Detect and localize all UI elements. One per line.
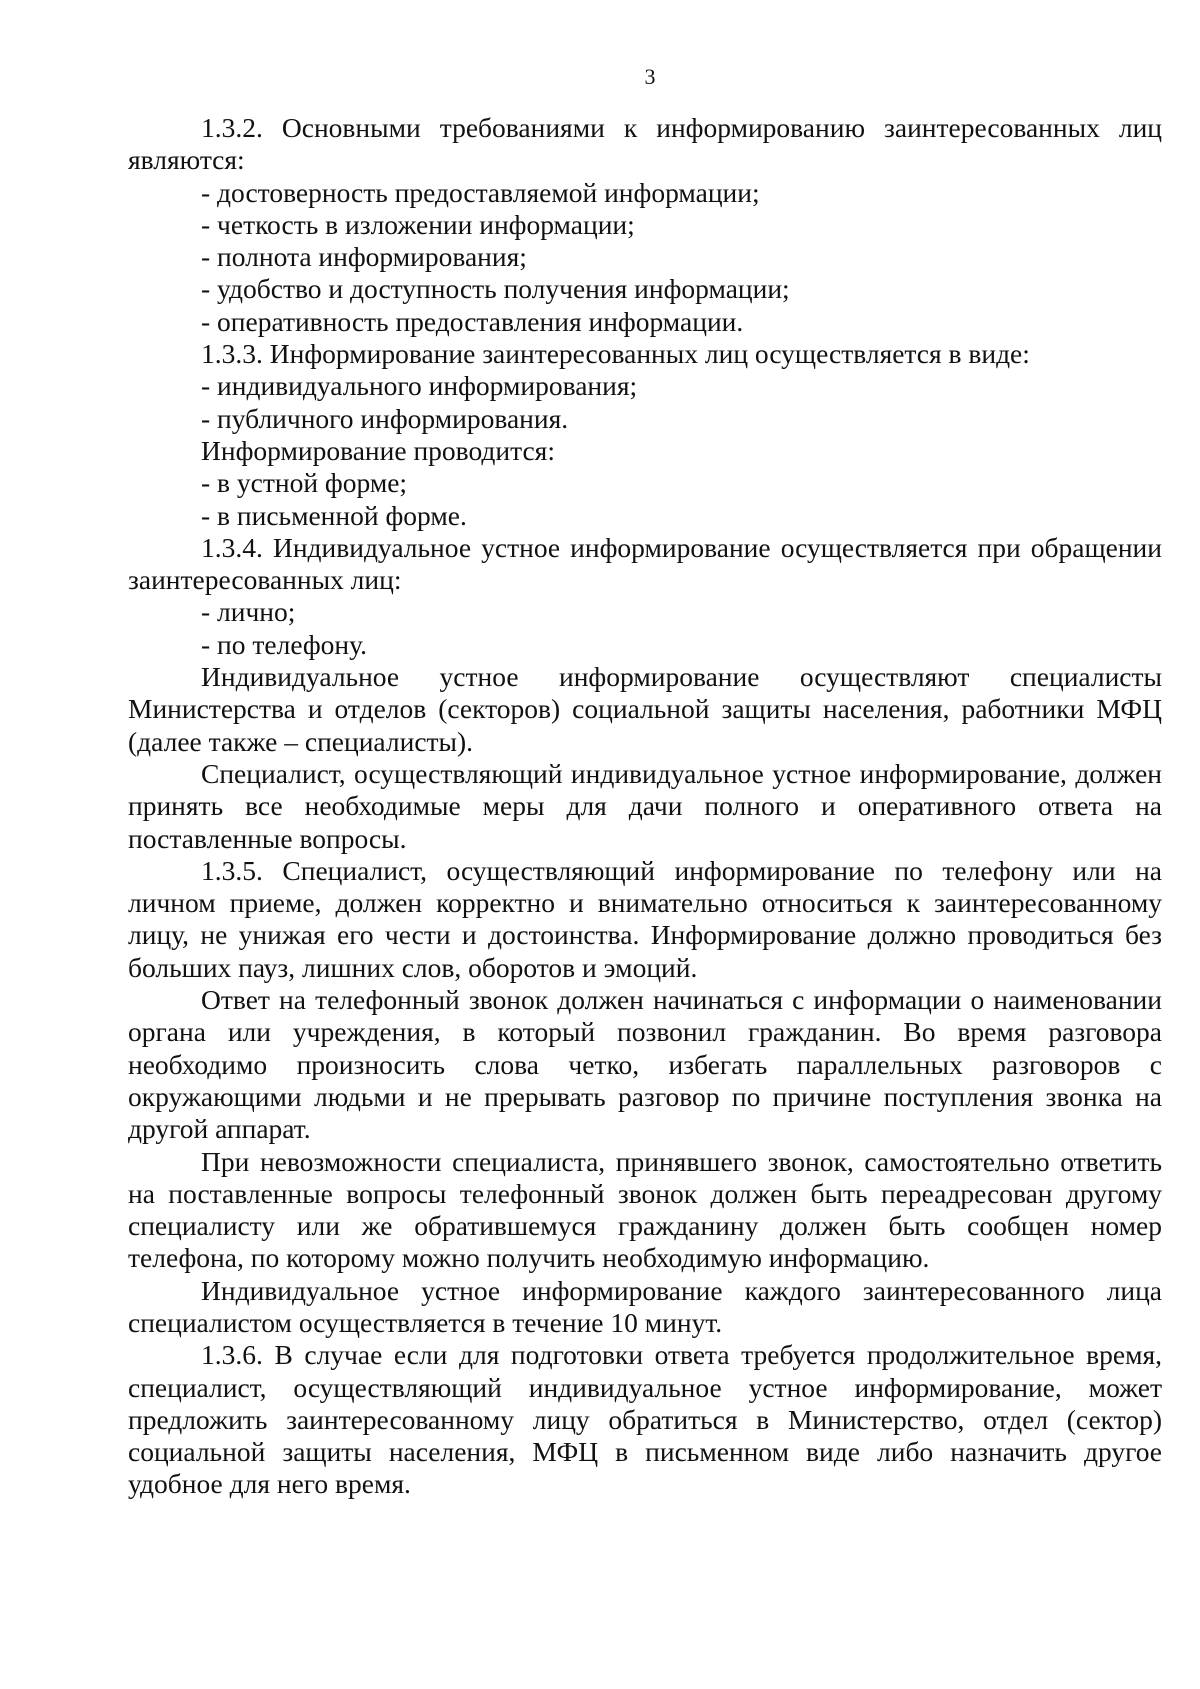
list-item: - оперативность предоставления информации. [201, 305, 744, 337]
list-item: - в письменной форме. [201, 499, 467, 531]
paragraph-1-3-3-heading: 1.3.3. Информирование заинтересованных лиц осуществляется в виде: [201, 338, 1030, 370]
paragraph-1-3-5-text-2: Ответ на телефонный звонок должен начинаться с информации о наименовании органа или учреждения, в который позвонил гражданин. Во время разговора необходимо произносить слова четко, избегать параллельных разговоров с окружающими людьми и не прерывать разговор по причине поступления звонка на другой аппарат. [128, 984, 1162, 1145]
list-item: - четкость в изложении информации; [201, 208, 635, 240]
paragraph-1-3-5-text-4: Индивидуальное устное информирование каждого заинтересованного лица специалистом осуществляется в течение 10 минут. [128, 1274, 1162, 1338]
list-item: - лично; [201, 596, 296, 628]
paragraph-1-3-5-text-3: При невозможности специалиста, принявшего звонок, самостоятельно ответить на поставленные вопросы телефонный звонок должен быть переадресован другому специалисту или же обратившемуся гражданину должен быть сообщен номер телефона, по которому можно получить необходимую информацию. [128, 1145, 1162, 1274]
list-item: - достоверность предоставляемой информации; [201, 176, 760, 208]
paragraph-1-3-4-text-2: Специалист, осуществляющий индивидуальное устное информирование, должен принять все необходимые меры для дачи полного и оперативного ответа на поставленные вопросы. [128, 757, 1162, 854]
paragraph-1-3-4-heading: 1.3.4. Индивидуальное устное информирование осуществляется при обращении заинтересованных лиц: [128, 531, 1162, 596]
paragraph-1-3-2-heading: 1.3.2. Основными требованиями к информированию заинтересованных лиц являются: [128, 112, 1162, 176]
forms-heading: Информирование проводится: [201, 434, 555, 466]
paragraph-1-3-5-text-1: 1.3.5. Специалист, осуществляющий информирование по телефону или на личном приеме, должен корректно и внимательно относиться к заинтересованному лицу, не унижая его чести и достоинства. Информирование должно проводиться без больших пауз, лишних слов, оборотов и эмоций. [128, 854, 1162, 983]
list-item: - удобство и доступность получения информации; [201, 273, 790, 305]
page-number: 3 [644, 64, 656, 89]
document-body [128, 112, 1162, 1501]
list-item: - индивидуального информирования; [201, 370, 638, 402]
list-item: - по телефону. [201, 628, 368, 660]
list-item: - публичного информирования. [201, 402, 569, 434]
paragraph-1-3-4-text-1: Индивидуальное устное информирование осуществляют специалисты Министерства и отделов (секторов) социальной защиты населения, работники МФЦ (далее также – специалисты). [128, 661, 1162, 757]
list-item: - полнота информирования; [201, 241, 527, 273]
paragraph-1-3-6-text: 1.3.6. В случае если для подготовки ответа требуется продолжительное время, специалист, осуществляющий индивидуальное устное информирование, может предложить заинтересованному лицу обратиться в Министерство, отдел (сектор) социальной защиты населения, МФЦ в письменном виде либо назначить другое удобное для него время. [128, 1339, 1162, 1500]
list-item: - в устной форме; [201, 467, 408, 499]
